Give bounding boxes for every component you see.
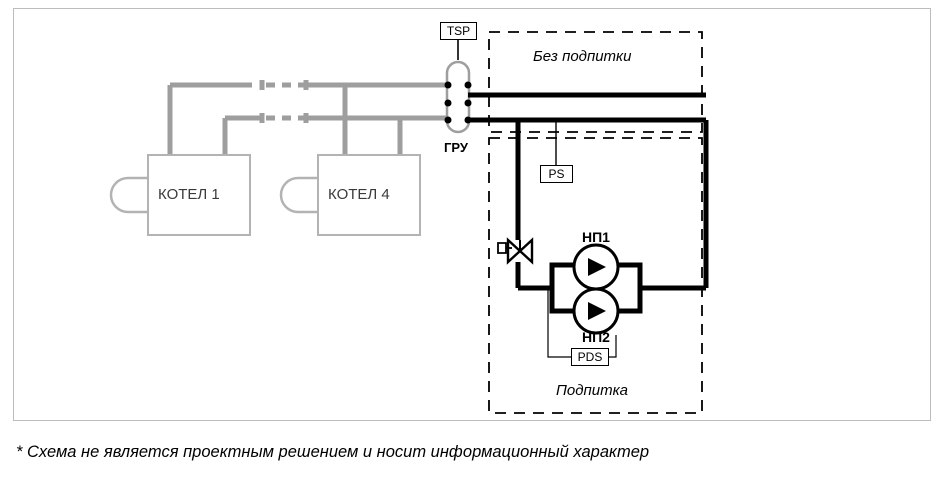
footnote: * Схема не является проектным решением и носит информационный характер: [16, 443, 650, 461]
zone-makeup-label: Подпитка: [556, 382, 629, 399]
sensor-ps[interactable]: PS: [540, 165, 573, 183]
boiler-1-label: КОТЕЛ 1: [158, 186, 220, 203]
boiler-4-label: КОТЕЛ 4: [328, 186, 390, 203]
zone-no-makeup-label: Без подпитки: [533, 48, 632, 65]
sensor-pds[interactable]: PDS: [571, 348, 609, 366]
pump-1-label: НП1: [582, 229, 610, 245]
manifold-label: ГРУ: [444, 140, 468, 155]
pump-2-label: НП2: [582, 329, 610, 345]
sensor-tsp[interactable]: TSP: [440, 22, 477, 40]
